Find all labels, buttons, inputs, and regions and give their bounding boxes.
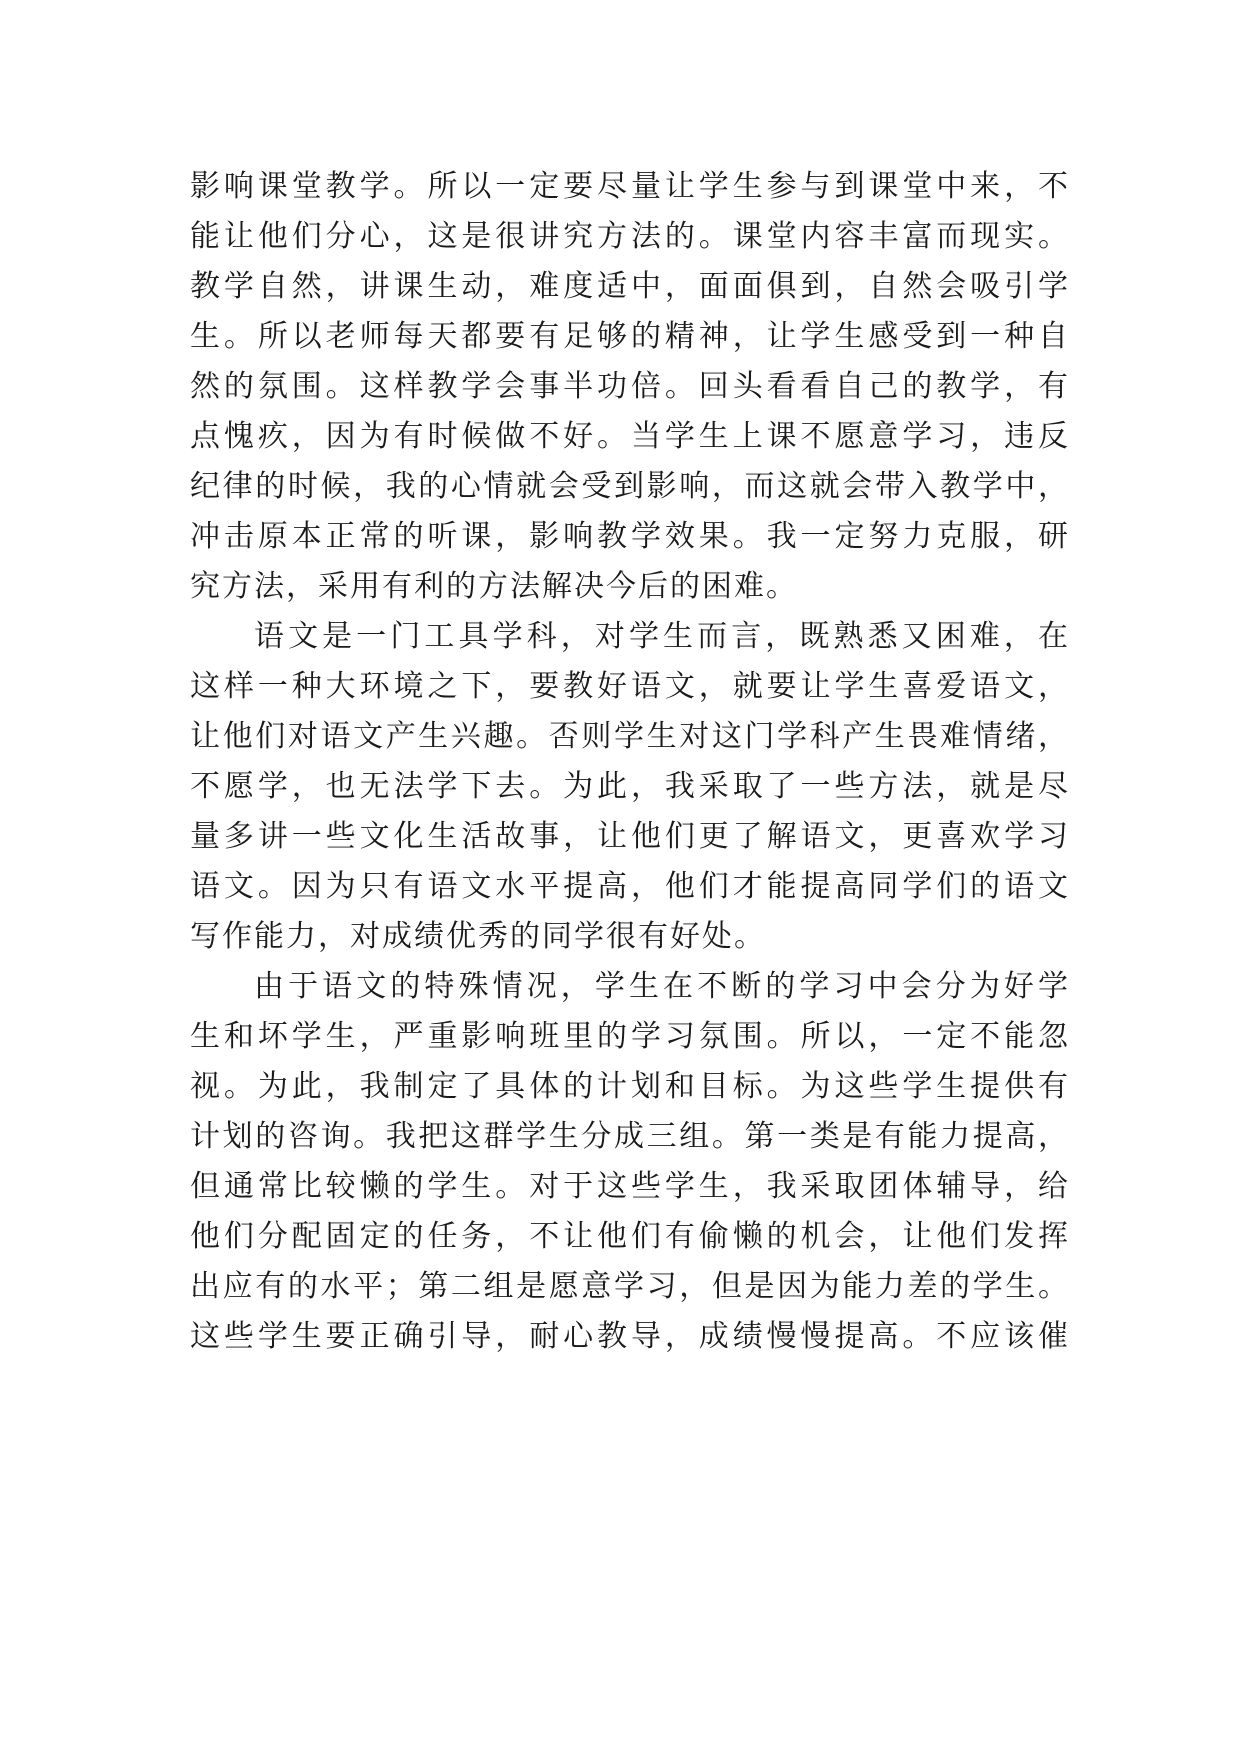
text-line: 生。所以老师每天都要有足够的精神，让学生感受到一种自 xyxy=(190,319,1070,354)
text-line: 这些学生要正确引导，耐心教导，成绩慢慢提高。不应该催 xyxy=(190,1319,1070,1354)
text-line: 然的氛围。这样教学会事半功倍。回头看看自己的教学，有 xyxy=(190,369,1070,404)
text-line: 语文。因为只有语文水平提高，他们才能提高同学们的语文 xyxy=(190,869,1070,904)
paragraph-start-line: 语文是一门工具学科，对学生而言，既熟悉又困难，在 xyxy=(254,619,1070,654)
text-line: 影响课堂教学。所以一定要尽量让学生参与到课堂中来，不 xyxy=(190,169,1070,204)
paragraph-start-line: 由于语文的特殊情况，学生在不断的学习中会分为好学 xyxy=(254,969,1070,1004)
text-line: 但通常比较懒的学生。对于这些学生，我采取团体辅导，给 xyxy=(190,1169,1070,1204)
text-line: 能让他们分心，这是很讲究方法的。课堂内容丰富而现实。 xyxy=(190,219,1070,254)
paragraph-end-line: 写作能力，对成绩优秀的同学很有好处。 xyxy=(190,919,766,954)
text-line: 这样一种大环境之下，要教好语文，就要让学生喜爱语文， xyxy=(190,669,1070,704)
text-line: 生和坏学生，严重影响班里的学习氛围。所以，一定不能忽 xyxy=(190,1019,1070,1054)
text-line: 教学自然，讲课生动，难度适中，面面俱到，自然会吸引学 xyxy=(190,269,1070,304)
text-line: 不愿学，也无法学下去。为此，我采取了一些方法，就是尽 xyxy=(190,769,1070,804)
text-line: 点愧疚，因为有时候做不好。当学生上课不愿意学习，违反 xyxy=(190,419,1070,454)
text-line: 量多讲一些文化生活故事，让他们更了解语文，更喜欢学习 xyxy=(190,819,1070,854)
document-body xyxy=(190,162,1070,1362)
text-line: 让他们对语文产生兴趣。否则学生对这门学科产生畏难情绪， xyxy=(190,719,1070,754)
text-line: 他们分配固定的任务，不让他们有偷懒的机会，让他们发挥 xyxy=(190,1219,1070,1254)
paragraph-end-line: 究方法，采用有利的方法解决今后的困难。 xyxy=(190,569,798,604)
text-line: 视。为此，我制定了具体的计划和目标。为这些学生提供有 xyxy=(190,1069,1070,1104)
text-line: 出应有的水平；第二组是愿意学习，但是因为能力差的学生。 xyxy=(190,1269,1070,1304)
text-line: 纪律的时候，我的心情就会受到影响，而这就会带入教学中， xyxy=(190,469,1070,504)
text-line: 冲击原本正常的听课，影响教学效果。我一定努力克服，研 xyxy=(190,519,1070,554)
text-line: 计划的咨询。我把这群学生分成三组。第一类是有能力提高， xyxy=(190,1119,1070,1154)
